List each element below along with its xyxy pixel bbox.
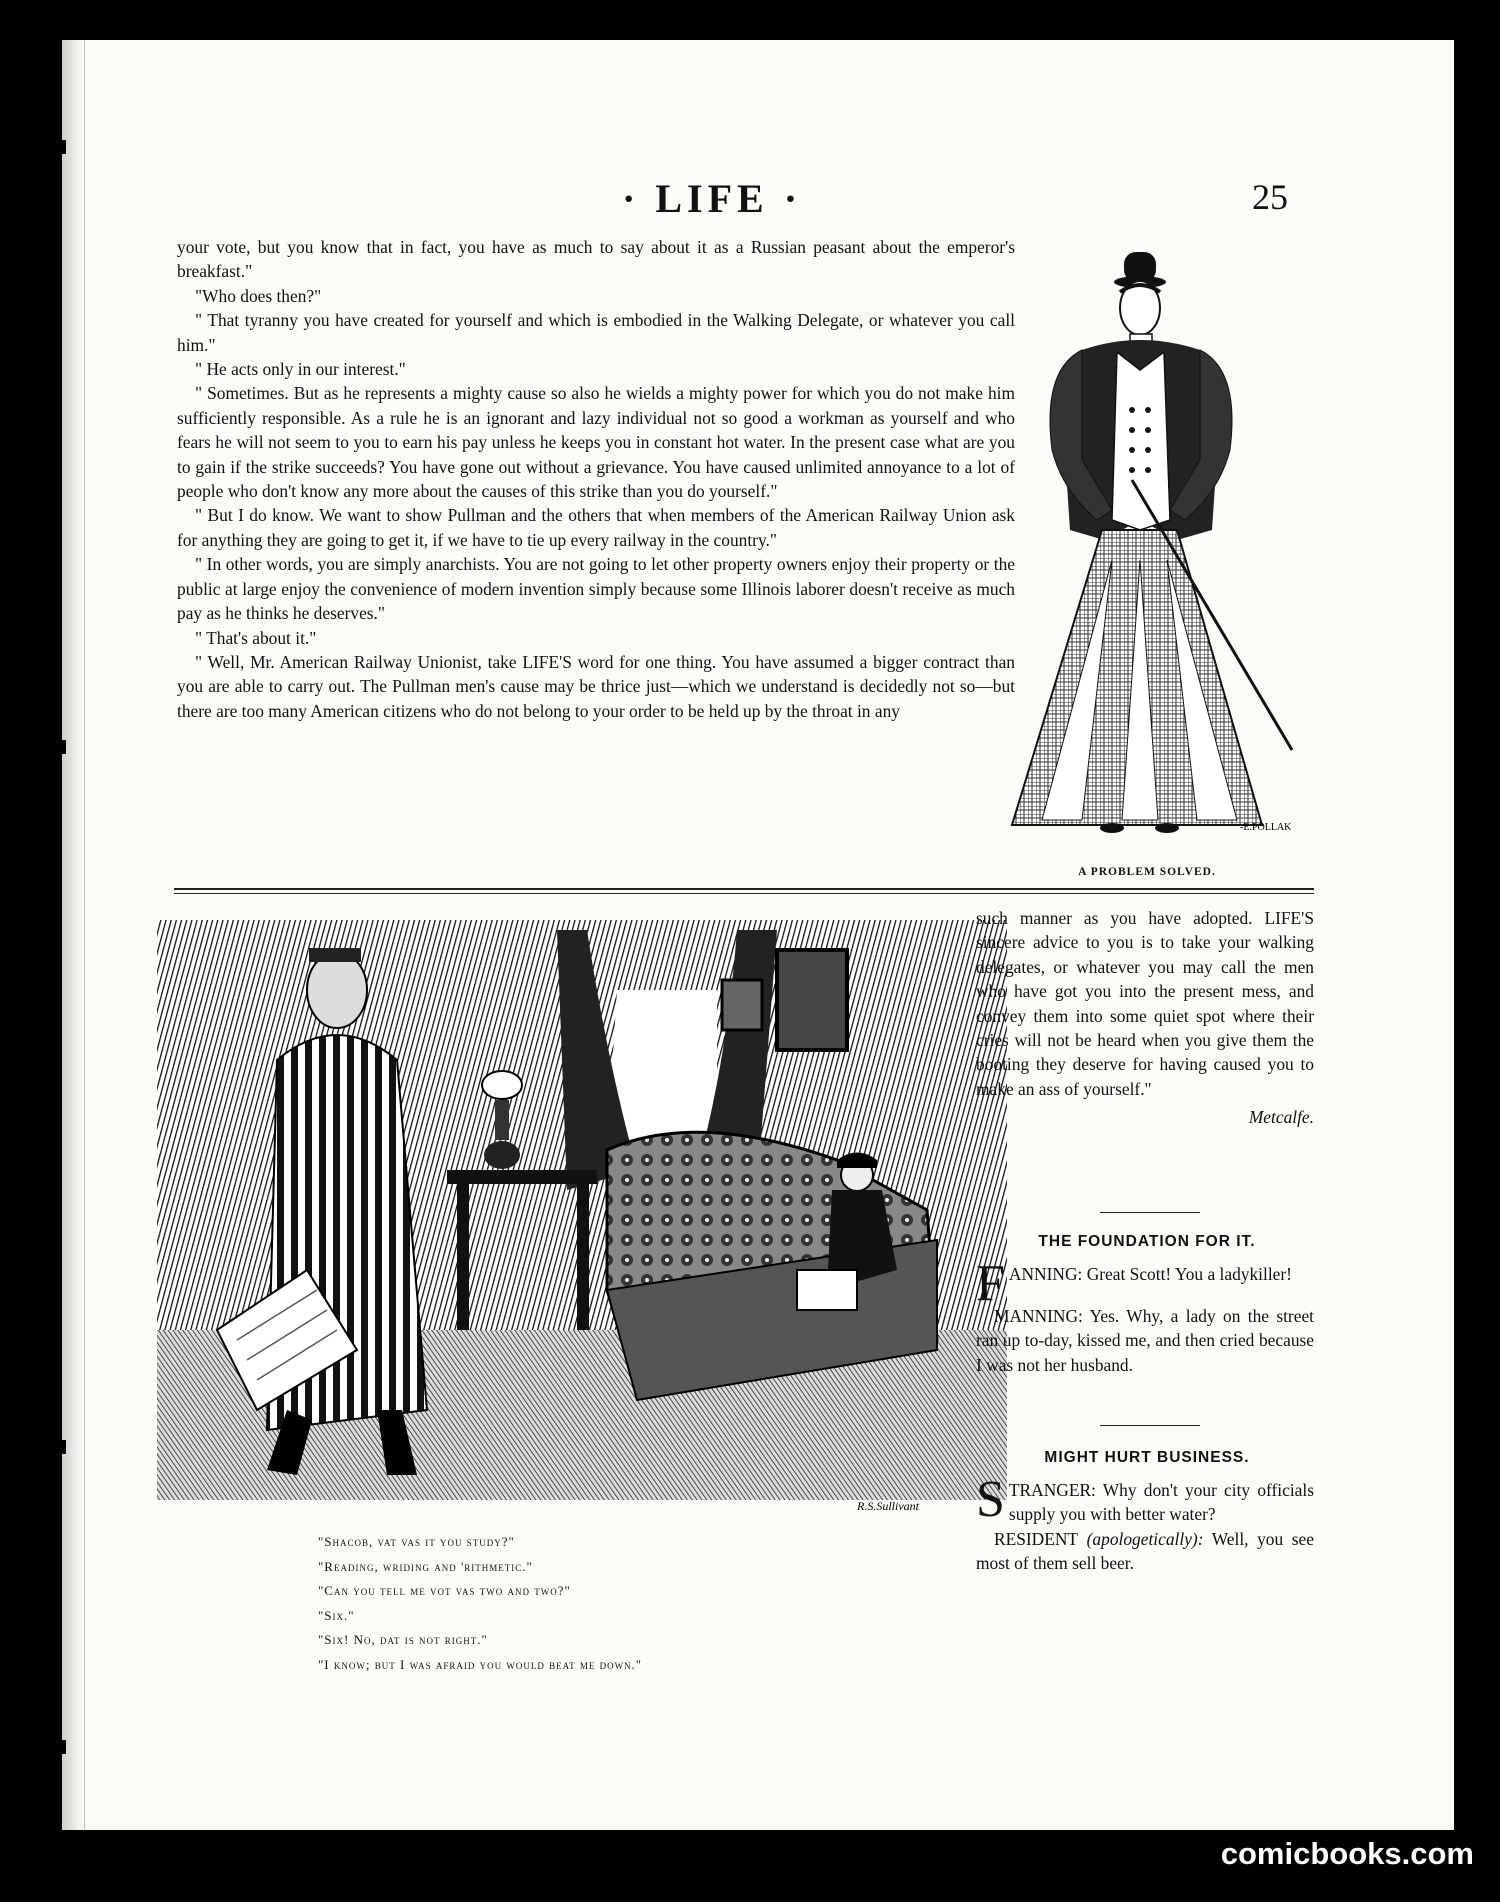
caption-line: "Shacob, vat vas it you study?" [318, 1534, 515, 1549]
paragraph: " Sometimes. But as he represents a mighty cause so also he wields a mighty power for which you do not make him sufficiently responsible. As a rule he is an ignorant and lazy individual not so good a workman as yourself and who fears he will not seem to you to earn his pay unless he keeps you in constant hot water. In the present case what are you to gain if the strike succeeds? You have gone out without a grievance. You have caused unlimited annoyance to a lot of people who don't know any more about the causes of this strike than you do yourself." [177, 383, 1015, 502]
joke-foundation [976, 1255, 1314, 1377]
paragraph: " That's about it." [195, 627, 317, 648]
section-divider [174, 893, 1314, 894]
caption-line: "Six! No, dat is not right." [318, 1632, 488, 1647]
dialogue-line: Why don't your city officials supply you with better water? [1008, 1480, 1314, 1525]
dialogue-line: Well, you see most of them sell beer. [976, 1528, 1314, 1574]
speaker-name: MANNING: [994, 1306, 1083, 1326]
site-watermark: comicbooks.com [1220, 1836, 1474, 1871]
paragraph: " In other words, you are simply anarchists. You are not going to let other property owners enjoy their property or the public at large enjoy the convenience of modern invention simply because some Illinois laborer doesn't receive as much pay as he thinks he deserves." [177, 554, 1015, 624]
problem-solved-illustration [972, 230, 1342, 870]
paragraph: such manner as you have adopted. LIFE'S sincere advice to you is to take your walking delegates, or whatever you may call the men who have got you into the present mess, and convey them into some quiet spot where their cries will not be heard when you give them the booting they deserve for having caused you to make an ass of yourself." [976, 908, 1314, 1099]
dialogue-line: Great Scott! You a ladykiller! [1086, 1264, 1292, 1284]
speaker-name: ANNING: [1008, 1264, 1083, 1284]
short-divider [1100, 1425, 1200, 1426]
illustration-signature: -E.POLLAK [1240, 822, 1292, 833]
paragraph: " Well, Mr. American Railway Unionist, take LIFE'S word for one thing. You have assumed a bigger contract than you are able to carry out. The Pullman men's cause may be thrice just—which we understand is decidedly not so—but there are too many American citizens who do not belong to your order to be held up by the throat in any [177, 651, 1015, 721]
left-column-article [177, 235, 1015, 723]
joke-heading: MIGHT HURT BUSINESS. [1044, 1449, 1250, 1466]
caption-line: "I know; but I was afraid you would beat me down." [318, 1656, 643, 1672]
section-divider [174, 888, 1314, 890]
binding-mark [56, 140, 66, 154]
cartoon-caption [318, 1530, 918, 1677]
joke-business [976, 1471, 1314, 1576]
page-header-title: · LIFE · [622, 176, 803, 221]
short-divider [1100, 1212, 1200, 1213]
dialogue-line: Yes. Why, a lady on the street ran up to-day, kissed me, and then cried because I was not her husband. [976, 1306, 1314, 1375]
binding-mark [56, 1740, 66, 1754]
illustration-caption: A PROBLEM SOLVED. [1078, 866, 1216, 878]
paragraph: " He acts only in our interest." [195, 359, 406, 380]
caption-line: "Reading, wriding and 'rithmetic." [318, 1558, 533, 1574]
cartoon-signature: R.S.Sullivant [857, 1499, 919, 1513]
binding-mark [56, 1440, 66, 1454]
paragraph: " But I do know. We want to show Pullman and the others that when members of the American Railway Union ask for anything they are going to get it, if we have to tie up every railway in the country." [177, 505, 1015, 550]
drop-cap: F [976, 1255, 1005, 1312]
right-column-article [976, 906, 1314, 1130]
speaker-name: TRANGER: [1008, 1480, 1096, 1500]
page-binding [62, 40, 85, 1830]
author-signature: Metcalfe. [1248, 1107, 1314, 1128]
caption-line: "Can you tell me vot vas two and two?" [318, 1583, 571, 1598]
joke-heading: THE FOUNDATION FOR IT. [1038, 1233, 1256, 1250]
cartoon-illustration [137, 910, 1012, 1528]
paragraph: "Who does then?" [195, 285, 322, 306]
stage-direction: (apologetically): [1086, 1528, 1204, 1549]
magazine-page [62, 40, 1454, 1830]
speaker-name: RESIDENT [994, 1528, 1079, 1549]
paragraph: " That tyranny you have created for yourself and which is embodied in the Walking Delegate, or whatever you call him." [177, 310, 1015, 355]
caption-line: "Six." [318, 1607, 355, 1623]
drop-cap: S [976, 1471, 1005, 1528]
paragraph: your vote, but you know that in fact, you have as much to say about it as a Russian peasant about the emperor's breakfast." [177, 237, 1015, 282]
binding-mark [56, 740, 66, 754]
page-number: 25 [1252, 177, 1288, 217]
